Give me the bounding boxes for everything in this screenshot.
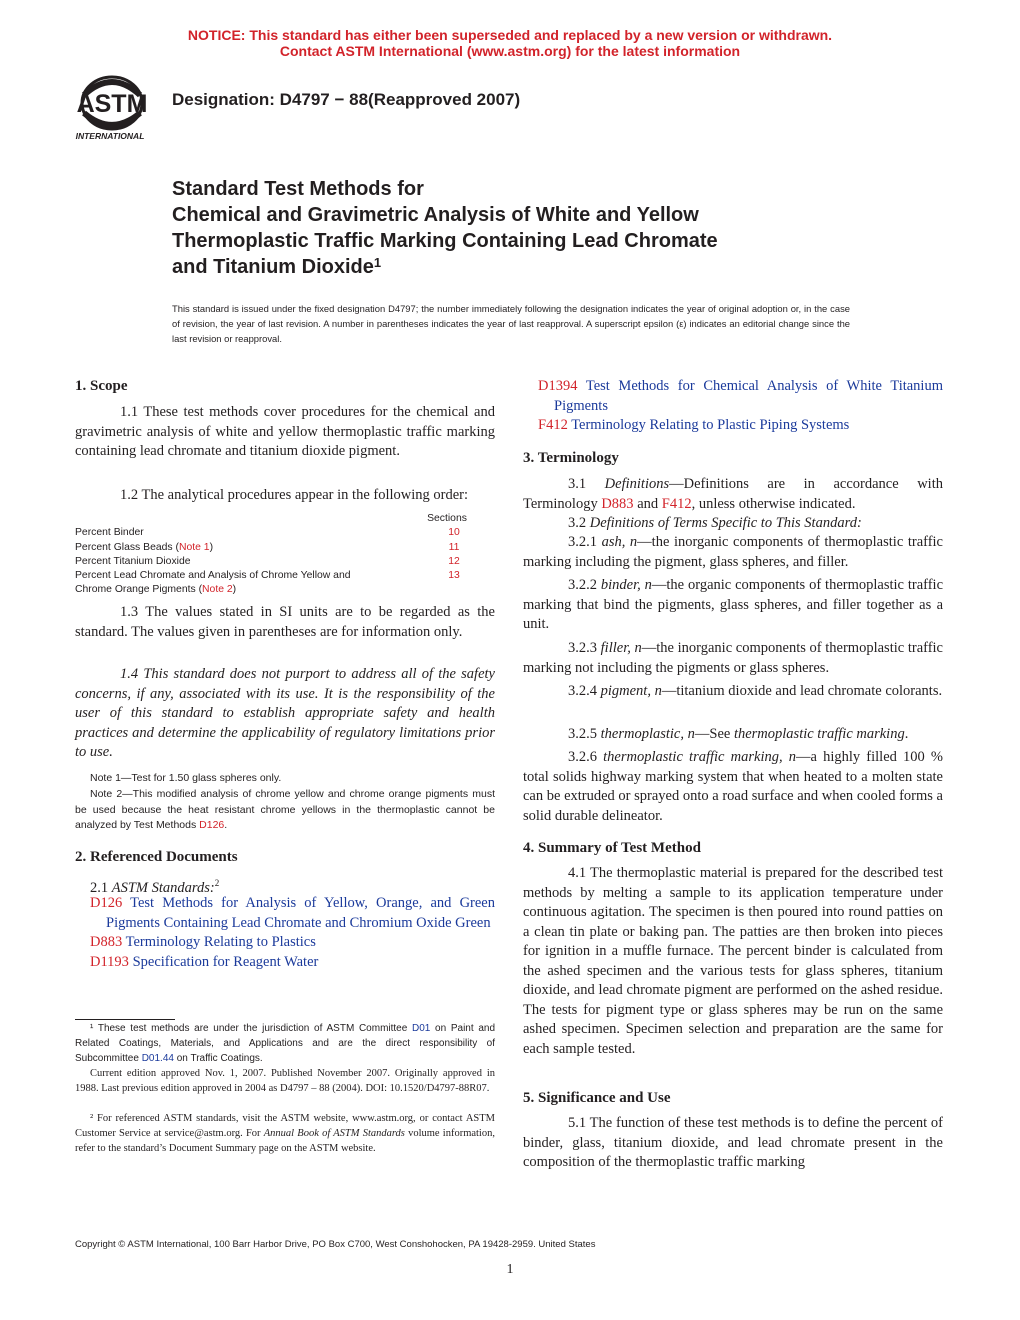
note-2 [75,787,495,834]
para-3-2-num: 3.2 [568,515,590,531]
title-line-4 [172,254,892,280]
toc-label: Percent Glass Beads ( [75,541,179,553]
section-2-heading: 2. Referenced Documents [75,849,238,865]
note-1: Note 1—Test for 1.50 glass spheres only. [90,772,282,784]
footnote-2-mark: 2 [214,878,220,888]
reference-code-link[interactable]: F412 [538,417,568,433]
reference-title-link[interactable]: Specification for Reagent Water [128,953,319,970]
term-text: —the inorganic components of thermoplastic traffic marking including the pigment, glass spheres, and filler. [523,534,943,570]
para-1-4: 1.4 This standard does not purport to address all of the safety concerns, if any, associated with its use. It is the responsibility of the user of this standard to establish appropriate safety and health practices and determine the applicability of regulatory limitations prior to use. [75,666,495,760]
term-end: . [904,726,909,742]
para-5-1: 5.1 The function of these test methods is to define the percent of binder, glass, titanium dioxide, and lead chromate present in the composition of the thermoplastic traffic marking [523,1115,943,1170]
footnote-1-text-3: on Traffic Coatings. [173,1053,263,1064]
footnote-rule [75,1019,175,1020]
astm-logo [70,75,160,145]
logo-word: INTERNATIONAL [75,131,145,141]
term-definition [523,682,943,702]
toc-row [75,555,495,569]
footnote-1 [75,1021,495,1066]
astm-logo-icon [70,75,160,145]
reference-title-link[interactable]: Terminology Relating to Plastic Piping Systems [567,417,850,433]
para-3-1-text: —Definitions are in accordance with Terminology [523,476,943,512]
term-text: —the organic components of thermoplastic traffic marking that bind the pigments, glass spheres, and filler together as a unit. [523,577,944,632]
para-1-3: 1.3 The values stated in SI units are to be regarded as the standard. The values given in parentheses are for information only. [75,604,495,640]
reference-item [75,894,495,933]
note-link[interactable]: Note 1 [178,541,210,553]
note-2-end: . [224,819,228,831]
para-1-2: 1.2 The analytical procedures appear in the following order: [120,487,469,503]
d883-link[interactable]: D883 [601,495,634,512]
toc-label-end: ) [209,541,214,553]
para-4-1: 4.1 The thermoplastic material is prepared for the described test methods by melting a sample to its application temperature under continuous agitation. The specimen is then poured into round patties on a clean tin plate or baking pan. The patties are then broken into pieces for ignition in a muffle furnace. The percent binder is calculated from the ashed specimen and the various tests for glass spheres, titanium dioxide, and lead chromate pigment are performed on the ashed residue. The tests for pigment type or glass spheres may be run on the same ashed specimen. Specimen selection and preparation are the same for each sample tested. [523,865,943,1057]
toc-label: Percent Lead Chromate and Analysis of Chrome Yellow and [75,570,351,582]
toc-label: Percent Binder [75,527,144,539]
sections-label: Sections [427,513,467,524]
d01-link[interactable]: D01 [412,1023,431,1034]
toc-row [75,541,495,555]
term-text: —the inorganic components of thermoplastic traffic marking not including the pigments or glass spheres. [523,640,943,676]
term-text: —See [694,726,734,742]
d01-44-link[interactable]: D01.44 [141,1053,174,1064]
term-definition [523,639,943,678]
toc-label: Percent Titanium Dioxide [75,555,191,567]
para-3-1-end: , unless otherwise indicated. [691,495,856,512]
reference-title-link[interactable]: Test Methods for Chemical Analysis of White Titanium Pigments [554,378,943,414]
footnote-2-text: ² For referenced ASTM standards, visit the ASTM website, www.astm.org, or contact ASTM Customer Service at service@astm.org. For [75,1113,495,1139]
term-name: binder, n [600,577,652,593]
term-name: pigment, n [600,683,662,699]
toc-label-end: ) [232,584,237,596]
footnote-1-text-2: on Paint and Related Coatings, Materials, and Applications and are the direct responsibility of Subcommittee [75,1023,496,1064]
term-name: filler, n [600,640,642,656]
issuance-statement: This standard is issued under the fixed designation D4797; the number immediately following the designation indicates the year of original adoption or, in the case of revision, the year of last revision. A number in parentheses indicates the year of last reapproval. A superscript epsilon (ε) indicates an editorial change since the last revision or reapproval. [172,303,850,344]
note-link[interactable]: Note 2 [202,584,233,596]
reference-item [523,377,943,416]
footnote-2 [75,1111,495,1156]
para-3-1-label: Definitions [604,476,670,492]
term-name: thermoplastic, n [600,726,695,742]
para-3-1-and: and [633,495,662,512]
notice-line-1: NOTICE: This standard has either been superseded and replaced by a new version or withdrawn. [187,27,833,43]
copyright-footer: Copyright © ASTM International, 100 Barr Harbor Drive, PO Box C700, West Conshohocken, PA 19428-2959. United States [75,1239,596,1250]
term-number: 3.2.3 [568,640,601,656]
title-line-2: Chemical and Gravimetric Analysis of White and Yellow [172,204,699,226]
reference-code-link[interactable]: D126 [90,895,123,911]
toc-section-link[interactable]: 13 [448,570,460,582]
logo-letters: ASTM [76,90,148,118]
term-definition [523,725,943,745]
toc-row [75,526,495,540]
term-number: 3.2.1 [568,534,602,550]
para-2-1-num: 2.1 [90,879,112,896]
title-line-3: Thermoplastic Traffic Marking Containing Lead Chromate [172,230,718,252]
footnote-current-edition: Current edition approved Nov. 1, 2007. Published November 2007. Originally approved in 1988. Last previous edition approved in 2004 as D4797 – 88 (2004). DOI: 10.1520/D4797-88R07. [75,1068,495,1094]
section-5-heading: 5. Significance and Use [523,1090,671,1106]
note-2-text: Note 2—This modified analysis of chrome yellow and chrome orange pigments must be used because the heat resistant chrome yellows in the thermoplastic cannot be analyzed by Test Methods [75,788,495,831]
page-number: 1 [506,1262,514,1277]
footnote-1-text: ¹ These test methods are under the jurisdiction of ASTM Committee [90,1023,412,1034]
withdrawal-notice [0,27,1020,59]
section-4-heading: 4. Summary of Test Method [523,840,701,856]
title-line-4-text: and Titanium Dioxide [172,256,374,278]
term-number: 3.2.2 [568,577,601,593]
term-definition [523,576,943,635]
toc-section-link[interactable]: 10 [448,527,460,539]
term-definition [523,748,943,826]
para-3-1 [523,475,943,514]
section-1-heading: 1. Scope [75,378,128,394]
para-1-1: 1.1 These test methods cover procedures for the chemical and gravimetric analysis of white and yellow thermoplastic traffic marking containing lead chromate and titanium dioxide pigment. [75,404,495,459]
reference-code-link[interactable]: D1193 [90,953,129,970]
f412-link[interactable]: F412 [661,495,692,512]
document-title [172,176,892,280]
term-number: 3.2.4 [568,683,601,699]
toc-section-link[interactable]: 11 [448,541,460,553]
section-3-heading: 3. Terminology [523,450,619,466]
sections-table [75,512,495,598]
term-number: 3.2.5 [568,726,601,742]
footnote-2-text-2: volume information, refer to the standard’s Document Summary page on the ASTM website. [75,1128,495,1154]
para-3-2-label: Definitions of Terms Specific to This Standard: [589,515,862,531]
sections-header-row [75,512,495,526]
term-name: thermoplastic traffic marking, n [603,749,796,765]
para-2-1-label: ASTM Standards: [111,879,215,896]
referenced-list-right [523,377,943,436]
reference-title-link[interactable]: Test Methods for Analysis of Yellow, Orange, and Green Pigments Containing Lead Chromate and Chromium Oxide Green [106,895,495,931]
designation: Designation: D4797 − 88(Reapproved 2007) [172,90,521,109]
toc-row [75,569,495,583]
reference-code-link[interactable]: D883 [90,934,123,950]
referenced-list-left [75,894,495,972]
toc-label: Chrome Orange Pigments ( [75,584,203,596]
title-footnote-mark: 1 [373,255,382,270]
term-text: —a highly filled 100 % total solids highway marking system that when heated to a molten state can be extruded or sprayed onto a road surface and when cooled forms a solid durable delineator. [523,749,944,824]
reference-item [75,953,495,973]
reference-item [523,416,943,436]
term-name: ash, n [601,534,638,550]
reference-item [75,933,495,953]
notice-line-2: Contact ASTM International (www.astm.org) for the latest information [279,43,741,59]
para-3-1-num: 3.1 [568,476,605,492]
toc-section-link[interactable]: 12 [448,555,460,567]
annual-book-title: Annual Book of ASTM Standards [263,1128,405,1139]
term-reference: thermoplastic traffic marking [733,726,905,742]
term-definition [523,533,943,572]
reference-title-link[interactable]: Terminology Relating to Plastics [122,934,316,950]
toc-row [75,583,495,597]
term-text: —titanium dioxide and lead chromate colorants. [661,683,943,699]
d126-link[interactable]: D126 [199,819,225,831]
title-line-1: Standard Test Methods for [172,178,424,200]
reference-code-link[interactable]: D1394 [538,378,578,394]
term-number: 3.2.6 [568,749,604,765]
para-3-2 [523,514,943,534]
